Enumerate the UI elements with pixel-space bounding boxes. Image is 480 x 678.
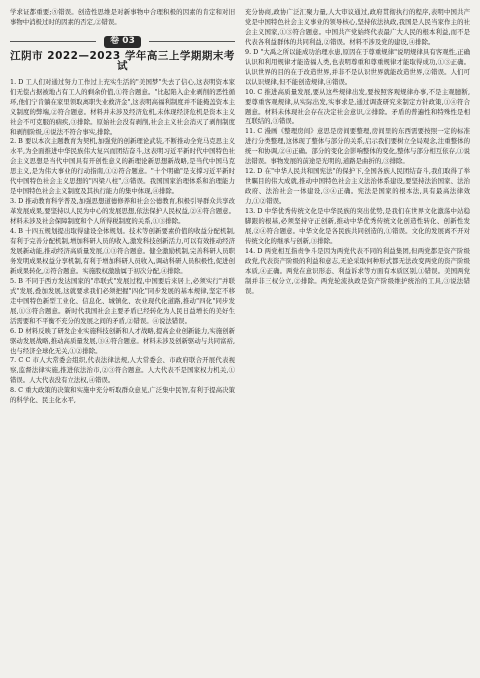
answer-paragraph: 2. B 要以本次主题教育为契机,加强党的创新理论武装,不断推动全党马克思主义水平,为全面推进中华民族伟大复兴而团结奋斗,这表明习近平新时代中国特色社会主义思想是当代中国具有开创性意义的新理论新思想新战略,是当代中国马克思主义,是为伟大事业的行动指南,①②符合题意。"十个明确"是支撑习近平新时代中国特色社会主义思想的"四梁八柱",③错误。我国国家治理体系和治理能力是中国特色社会主义制度及其执行能力的集中体现,④排除。 [10, 137, 235, 196]
answer-paragraph: 3. D 推动教育科学普及,加强思想道德修养和社会公德教育,积极引导群众共享改革发展成果,要坚持以人民为中心的发展思想,依法保护人民权益,②④符合题意。材料未涉及社会保障制度和个人所得税制度的关系,①③排除。 [10, 197, 235, 226]
section-tag: 卷 03 [104, 36, 141, 48]
answer-paragraph: 10. C 推进高质量发展,要从这些规律出发,要按照客观规律办事,不是主观臆断,要尊重客观规律,从实际出发,实事求是,通过调查研究来制定方针政策,①④符合题意。材料未体现社会存在决定社会意识,②排除。矛盾的普遍性和特殊性是相互联结的,③错误。 [245, 87, 470, 126]
answer-paragraph: 11. C 漫画《整理房间》意思是房间要整理,房间里的东西需要按照一定的标准进行分类整理,这体现了整体与部分的关系,启示我们要树立全局观念,注重整体的统一和协调,②④正确。部分的变化会影响整体的变化,整体与部分相互依存,①说法错误。事物发展的前途是光明的,道路是曲折的,③排除。 [245, 127, 470, 166]
answer-paragraph: 12. D 在"中华人民共和国宪法"的保护下,全国各族人民团结奋斗,我们取得了举世瞩目的伟大成就,推动中国特色社会主义法治体系建设,要坚持法治国家、法治政府、法治社会一体建设,③④正确。宪法是国家的根本法,具有最高法律效力,①②错误。 [245, 167, 470, 206]
answer-paragraph: 充分协商,政协广泛汇聚力量,人大审议通过,政府贯彻执行的程序,表明中国共产党是中国特色社会主义事业的领导核心,坚持依法执政,我国是人民当家作主的社会主义国家,①③符合题意。中国共产党始终代表最广大人民的根本利益,而不是代表各利益群体的共同利益,②错误。材料不涉及党的建设,④排除。 [245, 8, 470, 46]
answer-paragraph: 14. D 两党相互指责争斗是因为两党代表不同的利益集团,但两党都是资产阶级政党,代表资产阶级的利益和意志,无论采取何种形式都无法改变两党的资产阶级本质,④正确。两党在意识形态、利益诉求等方面有本质区别,①错误。美国两党制并非三权分立,②排除。两党轮流执政是资产阶级维护统治的工具,③说法错误。 [245, 246, 470, 295]
exam-title: 江阴市 2022—2023 学年高三上学期期末考试 [10, 49, 235, 72]
right-column [245, 8, 470, 678]
answer-paragraph: 6. D 材料反映了研发企业实施科技创新和人才战略,提高企业创新能力,实施创新驱动发展战略,推动高质量发展,③④符合题意。材料未涉及创新驱动与共同富裕,也与经济全球化无关,①②排除。 [10, 326, 235, 355]
answer-paragraph: 5. B 不同于西方发达国家的"串联式"发展过程,中国要后来居上,必须实行"并联式"发展,叠加发展,这就要求我们必须把握"四化"同步发展的基本规律,坚定不移走中国特色新型工业化、信息化、城镇化、农业现代化道路,推动"四化"同步发展,①③符合题意。新时代我国社会主要矛盾已经转化为人民日益增长的美好生活需要和不平衡不充分的发展之间的矛盾,②错误。④说法错误。 [10, 276, 235, 325]
left-column [10, 8, 235, 678]
answer-paragraph: 4. B 十四五规划提出取得建设全体规划。技术等创新要素价值的收益分配机制,有利于完善分配机制,增加科研人员的收入,激发科技创新活力,可以有效推动经济发展新动能,推动经济高质量发展,①③符合题意。健全激励机制,完善科研人员职务发明成果权益分享机制,有利于增加科研人员收入,调动科研人员积极性,促进创新成果转化,②符合题意。实施股权激励属于初次分配,④排除。 [10, 227, 235, 275]
banner-rule-right [149, 41, 235, 42]
section-banner [10, 36, 235, 48]
banner-rule-left [10, 41, 96, 42]
answer-paragraph: 8. C 重大政策的决策和实施中充分听取群众意见,广泛集中民智,有利于提高决策的科学化、民主化水平, [10, 386, 235, 405]
answer-paragraph: 9. D "大禹之所以能成功治理水患,原因在于尊重规律"说明规律具有客观性,正确认识和利用规律才能造福人类,也表明尊重和尊重规律才能取得成功,①③正确。认识世界的目的在于改造世界,并非不是认识世界就能改造世界,②错误。人们可以认识规律,但不能创造规律,④错误。 [245, 47, 470, 86]
answer-paragraph: 1. D 工人们对通过努力工作过上充实生活的"美国梦"失去了信心,这表明资本家们无偿占据被地占有工人的剩余价值,①符合题意。"比起陷入企业剥削的恶性循环,他们宁肯躺在家里领取离职失业救济金",这表明高福利制度并不能掩盖资本主义制度的弊端,②符合题意。材料并未涉及经济危机,未体现经济危机是资本主义社会不可克服的痼疾,③排除。原始社会没有剥削,社会主义社会消灭了剥削制度和剥削阶级,④说法不符合事实,排除。 [10, 77, 235, 136]
answer-paragraph: 13. D 中华优秀传统文化是中华民族的突出优势,是我们在世界文化激荡中站稳脚跟的根基,必须坚持守正创新,推动中华优秀传统文化创造性转化、创新性发展,②④符合题意。中华文化是各民族共同创造的,①错误。文化的发展离不开对传统文化的继承与创新,③排除。 [245, 207, 470, 245]
answer-paragraph: 7. C C 市人大常委会组织,代表法律法规,人大常委会、市政府联合开展代表视察,监督法律实施,推进依法治市,②③符合题意。人大代表不是国家权力机关,①错误。人大代表没有立法权,④错误。 [10, 356, 235, 385]
intro-paragraph: 学求证都重要;⑤错误。创造性思维是对新事物中合理积极的因素的肯定和对旧事物中消极过时的因素的否定,②错误。 [10, 8, 235, 26]
